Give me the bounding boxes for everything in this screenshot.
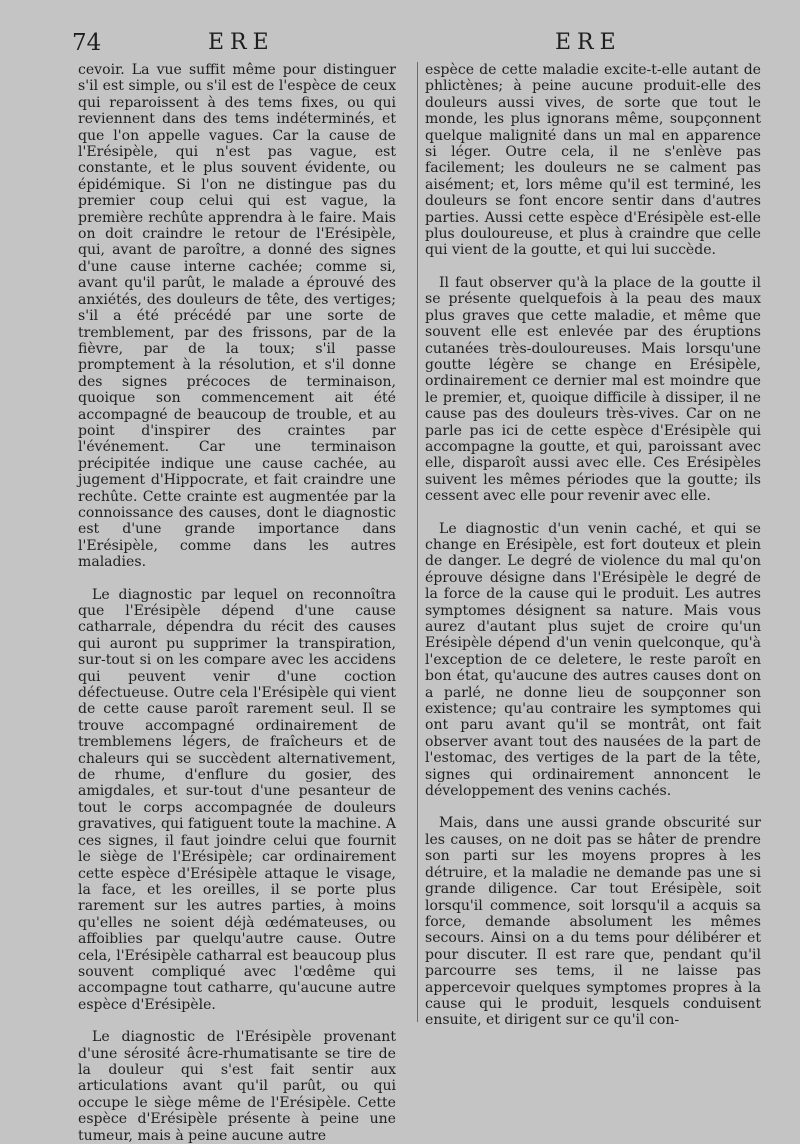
running-header bbox=[0, 30, 800, 62]
running-head-left: ERE bbox=[208, 30, 275, 55]
left-column bbox=[78, 62, 396, 1144]
paragraph: Le diagnostic de l'Erésipèle provenant d'une sérosité âcre-rhumatisante se tire de la douleur qui s'est fait sentir aux articulations avant qu'il parût, ou qui occupe le siège même de l'Erésipèle. Cette espèce d'Erésipèle présente à peine une tumeur, mais à peine aucune autre bbox=[78, 1029, 396, 1144]
paragraph: Il faut observer qu'à la place de la goutte il se présente quelquefois à la peau des maux plus graves que cette maladie, et même que souvent elle est enlevée par des éruptions cutanées très-douloureuses. Mais lorsqu'une goutte légère se change en Erésipèle, ordinairement ce dernier mal est moindre que le premier, et, quoique difficile à dissiper, il ne cause pas des douleurs très-vives. Car on ne parle pas ici de cette espèce d'Erésipèle qui accompagne la goutte, et qui, paroissant avec elle, disparoît aussi avec elle. Ces Erésipèles suivent les mêmes périodes que la goutte; ils cessent avec elle pour revenir avec elle. bbox=[425, 274, 761, 505]
paragraph: Mais, dans une aussi grande obscurité sur les causes, on ne doit pas se hâter de prendre son parti sur les moyens propres à les détruire, et la maladie ne demande pas une si grande diligence. Car tout Erésipèle, soit lorsqu'il commence, soit lorsqu'il a acquis sa force, demande absolument les mêmes secours. Ainsi on a du tems pour délibérer et pour discuter. Il est rare que, pendant qu'il parcourre ses tems, il ne laisse pas appercevoir quelques symptomes propres à la cause qui le produit, lesquels conduisent ensuite, et dirigent sur ce qu'il con- bbox=[425, 815, 761, 1029]
running-head-right: ERE bbox=[555, 30, 622, 55]
right-column bbox=[425, 62, 761, 1029]
column-divider bbox=[417, 62, 418, 1022]
paragraph: cevoir. La vue suffit même pour distinguer s'il est simple, ou s'il est de l'espèce de ceux qui reparoissent à des tems fixes, ou qui reviennent dans des tems indéterminés, et que l'on appelle vagues. Car la cause de l'Erésipèle, qui n'est pas vague, est constante, et le plus souvent évidente, ou épidémique. Si l'on ne distingue pas du premier coup celui qui est vague, la première rechûte apprendra à le faire. Mais on doit craindre le retour de l'Erésipèle, qui, avant de paroître, a donné des signes d'une cause interne cachée; comme si, avant qu'il parût, le malade a éprouvé des anxiétés, des douleurs de tête, des vertiges; s'il a été précédé par une sorte de tremblement, par des frissons, par de la fièvre, par de la toux; s'il passe promptement à la résolution, et s'il donne des signes précoces de terminaison, quoique son commencement ait été accompagné de beaucoup de trouble, et au point d'inspirer des craintes par l'événement. Car une terminaison précipitée indique une cause cachée, au jugement d'Hippocrate, et fait craindre une rechûte. Cette crainte est augmentée par la connoissance des causes, dont le diagnostic est d'une grande importance dans l'Erésipèle, comme dans les autres maladies. bbox=[78, 62, 396, 571]
page-number: 74 bbox=[72, 30, 102, 56]
paragraph: Le diagnostic d'un venin caché, et qui se change en Erésipèle, est fort douteux et plein de danger. Le degré de violence du mal qu'on éprouve désigne dans l'Erésipèle le degré de la force de la cause qui le produit. Les autres symptomes désignent sa nature. Mais vous aurez d'autant plus sujet de croire qu'un Erésipèle dépend d'un venin quelconque, qu'à l'exception de ce deletere, le reste paroît en bon état, qu'aucune des autres causes dont on a parlé, ne donne lieu de soupçonner son existence; qu'au contraire les symptomes qui ont paru avant qu'il se montrât, ont fait observer avant tout des nausées de la part de l'estomac, des vertiges de la part de la tête, signes qui ordinairement annoncent le développement des venins cachés. bbox=[425, 520, 761, 800]
paragraph: espèce de cette maladie excite-t-elle autant de phlictènes; à peine aucune produit-elle des douleurs aussi vives, de sorte que tout le monde, les plus ignorans même, soupçonnent quelque malignité dans un mal en apparence si léger. Outre cela, il ne s'enlève pas facilement; les douleurs ne se calment pas aisément; et, lors même qu'il est terminé, les douleurs se font encore sentir dans d'autres parties. Aussi cette espèce d'Erésipèle est-elle plus douloureuse, et plus à craindre que celle qui vient de la goutte, et qui lui succède. bbox=[425, 62, 761, 259]
paragraph: Le diagnostic par lequel on reconnoîtra que l'Erésipèle dépend d'une cause catharrale, dépendra du récit des causes qui auront pu supprimer la transpiration, sur-tout si on les compare avec les accidens qui peuvent venir d'une coction défectueuse. Outre cela l'Erésipèle qui vient de cette cause paroît rarement seul. Il se trouve accompagné ordinairement de tremblemens légers, de fraîcheurs et de chaleurs qui se succèdent alternativement, de rhume, d'enflure du gosier, des amigdales, et sur-tout d'une pesanteur de tout le corps accompagnée de douleurs gravatives, qui fatiguent toute la machine. A ces signes, il faut joindre celui que fournit le siège de l'Erésipèle; car ordinairement cette espèce d'Erésipèle attaque le visage, la face, et les oreilles, il se porte plus rarement sur les autres parties, à moins qu'elles ne soient déjà œdémateuses, ou affoiblies par quelqu'autre cause. Outre cela, l'Erésipèle catharral est beaucoup plus souvent compliqué avec l'œdême qui accompagne tout catharre, qu'aucune autre espèce d'Erésipèle. bbox=[78, 586, 396, 1013]
